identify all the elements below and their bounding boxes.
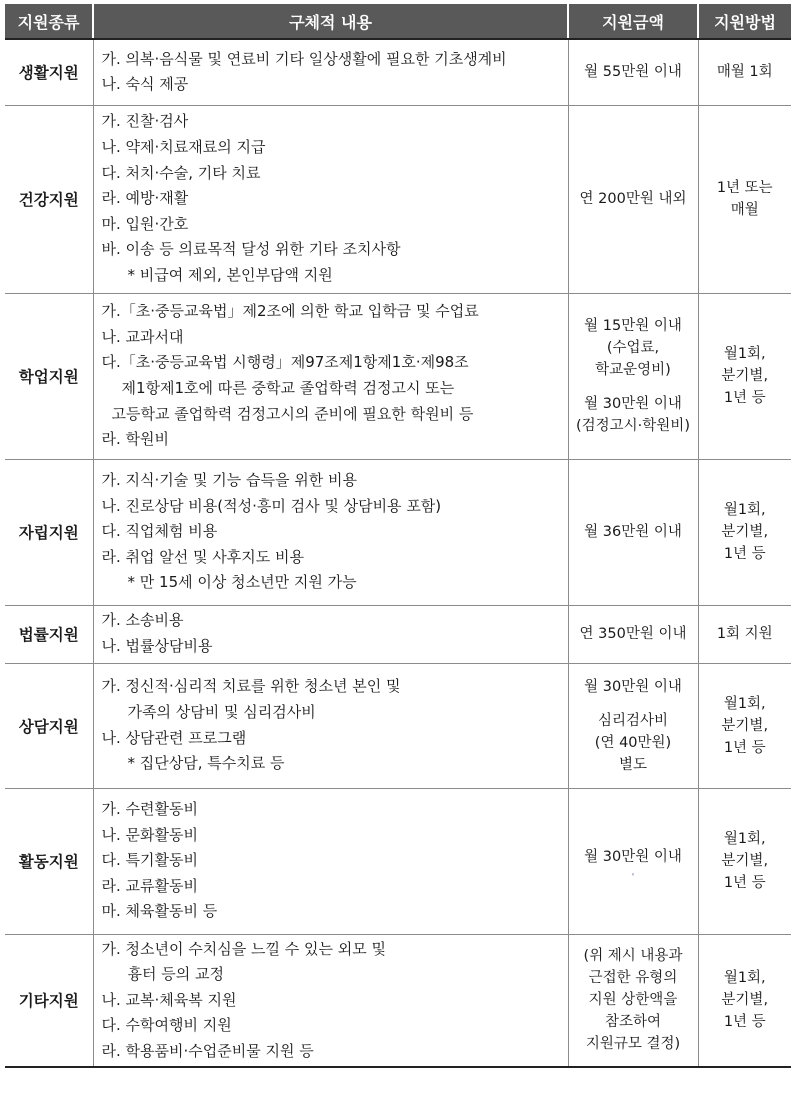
details-cell <box>93 459 568 605</box>
detail-line: 라. 교류활동비 <box>101 876 198 895</box>
detail-line: * 만 15세 이상 청소년만 지원 가능 <box>127 573 357 592</box>
method-line: 월1회, <box>723 970 766 987</box>
detail-line: 제1항제1호에 따른 중학교 졸업학력 검정고시 또는 <box>121 379 455 397</box>
method-cell <box>698 663 791 788</box>
detail-line: 라. 예방·재활 <box>101 189 189 208</box>
table-row <box>5 293 791 459</box>
method-line: 월1회, <box>723 346 766 362</box>
details-cell <box>93 605 568 663</box>
support-type-cell: 건강지원 <box>5 105 93 293</box>
method-line: 1년 등 <box>723 546 766 562</box>
method-line: 월1회, <box>723 831 766 847</box>
amount-cell <box>568 663 698 788</box>
amount-cell <box>568 788 698 934</box>
detail-line: 가. 수련활동비 <box>101 800 198 819</box>
detail-line: 나. 약제·치료재료의 지급 <box>101 138 266 157</box>
detail-line: 다. 직업체험 비용 <box>101 522 218 541</box>
table-row <box>5 39 791 105</box>
detail-line: 나. 상담관련 프로그램 <box>101 728 247 747</box>
detail-line: 라. 학원비 <box>101 430 169 449</box>
method-line: 분기별, <box>721 524 769 540</box>
method-line: 매월 <box>730 202 759 218</box>
support-type-cell: 생활지원 <box>5 39 93 105</box>
detail-line: 라. 취업 알선 및 사후지도 비용 <box>101 547 304 566</box>
table-body <box>5 39 791 1067</box>
detail-line: 나. 교과서대 <box>101 327 184 346</box>
method-line: 1회 지원 <box>716 626 773 642</box>
detail-line: 흉터 등의 교정 <box>127 965 224 984</box>
amount-cell <box>568 605 698 663</box>
table-row <box>5 605 791 663</box>
amount-line: 월 15만원 이내 <box>584 318 682 334</box>
detail-line: 가.「초·중등교육법」제2조에 의한 학교 입학금 및 수업료 <box>101 302 479 321</box>
method-line: 분기별, <box>721 992 769 1009</box>
amount-line: 월 55만원 이내 <box>584 64 682 81</box>
amount-line: 연 350만원 이내 <box>579 626 687 642</box>
method-line: 1년 등 <box>723 875 766 891</box>
method-cell <box>698 105 791 293</box>
detail-line: 가. 진찰·검사 <box>101 112 189 131</box>
amount-line: (수업료, <box>606 340 660 356</box>
detail-line: 가. 청소년이 수치심을 느낄 수 있는 외모 및 <box>101 939 386 958</box>
details-cell <box>93 293 568 459</box>
amount-line: 월 30만원 이내 <box>584 678 682 695</box>
details-cell <box>93 934 568 1067</box>
detail-line: 나. 교복·체육복 지원 <box>101 990 237 1009</box>
header-details: 구체적 내용 <box>93 4 568 39</box>
method-cell <box>698 934 791 1067</box>
detail-line: 다.「초·중등교육법 시행령」제97조제1항제1호·제98조 <box>101 353 469 372</box>
amount-line: 월 30만원 이내 <box>584 849 682 865</box>
header-support-type: 지원종류 <box>5 4 93 39</box>
amount-cell <box>568 293 698 459</box>
amount-cell <box>568 459 698 605</box>
header-method: 지원방법 <box>698 4 791 39</box>
method-line: 1년 등 <box>723 390 766 406</box>
support-type-cell: 기타지원 <box>5 934 93 1067</box>
method-line: 월1회, <box>723 502 766 518</box>
table-row <box>5 663 791 788</box>
detail-line: 다. 처치·수술, 기타 치료 <box>101 163 261 182</box>
amount-line: 심리검사비 <box>597 712 669 729</box>
method-line: 1년 또는 <box>716 180 773 196</box>
method-line: 분기별, <box>721 853 769 869</box>
method-line: 매월 1회 <box>716 64 773 81</box>
detail-line: 가. 정신적·심리적 치료를 위한 청소년 본인 및 <box>101 677 401 696</box>
method-cell <box>698 293 791 459</box>
details-cell <box>93 39 568 105</box>
detail-line: 라. 학용품비·수업준비물 지원 등 <box>101 1041 314 1060</box>
detail-line: 나. 법률상담비용 <box>101 637 213 655</box>
amount-line: 월 36만원 이내 <box>584 524 682 540</box>
detail-line: * 집단상담, 특수치료 등 <box>127 754 285 773</box>
amount-line: (검정고시·학원비) <box>576 418 690 434</box>
amount-line: 월 30만원 이내 <box>584 396 682 412</box>
method-line: 분기별, <box>721 368 769 384</box>
amount-line: 지원규모 결정) <box>585 1036 681 1053</box>
amount-line: 참조하여 <box>604 1014 662 1031</box>
method-line: 분기별, <box>721 717 769 734</box>
amount-line: 학교운영비) <box>595 362 671 378</box>
method-cell <box>698 605 791 663</box>
amount-cell <box>568 934 698 1067</box>
details-cell <box>93 788 568 934</box>
detail-line: 나. 숙식 제공 <box>101 75 189 94</box>
header-row <box>5 4 791 39</box>
detail-line: 가. 의복·음식물 및 연료비 기타 일상생활에 필요한 기초생계비 <box>101 49 507 68</box>
method-cell <box>698 788 791 934</box>
support-type-cell: 활동지원 <box>5 788 93 934</box>
amount-line: 근접한 유형의 <box>588 970 678 987</box>
table-row <box>5 105 791 293</box>
method-cell <box>698 39 791 105</box>
support-type-cell: 법률지원 <box>5 605 93 663</box>
table-row <box>5 459 791 605</box>
details-cell <box>93 663 568 788</box>
detail-line: * 비급여 제외, 본인부담액 지원 <box>127 265 333 284</box>
amount-cell <box>568 39 698 105</box>
detail-line: 마. 입원·간호 <box>101 214 189 233</box>
stray-mark: ˌ <box>631 867 635 877</box>
detail-line: 가. 소송비용 <box>101 611 184 630</box>
table-row <box>5 788 791 934</box>
method-line: 1년 등 <box>723 739 766 756</box>
amount-spacer <box>572 381 695 393</box>
detail-line: 나. 진로상담 비용(적성·흥미 검사 및 상담비용 포함) <box>101 496 442 515</box>
detail-line: 가. 지식·기술 및 기능 습득을 위한 비용 <box>101 471 357 490</box>
method-line: 1년 등 <box>723 1014 766 1031</box>
amount-line: 별도 <box>618 756 647 773</box>
detail-line: 고등학교 졸업학력 검정고시의 준비에 필요한 학원비 등 <box>111 404 474 423</box>
table-row <box>5 934 791 1067</box>
detail-line: 다. 특기활동비 <box>101 851 198 870</box>
support-type-cell: 학업지원 <box>5 293 93 459</box>
detail-line: 마. 체육활동비 등 <box>101 902 218 921</box>
detail-line: 가족의 상담비 및 심리검사비 <box>127 702 316 721</box>
support-table <box>5 4 791 1068</box>
amount-line: (위 제시 내용과 <box>583 948 683 965</box>
detail-line: 바. 이송 등 의료목적 달성 위한 기타 조치사항 <box>101 240 401 259</box>
details-cell <box>93 105 568 293</box>
support-type-cell: 상담지원 <box>5 663 93 788</box>
amount-spacer <box>572 698 695 710</box>
support-type-cell: 자립지원 <box>5 459 93 605</box>
detail-line: 나. 문화활동비 <box>101 825 198 844</box>
method-cell <box>698 459 791 605</box>
amount-cell <box>568 105 698 293</box>
detail-line: 다. 수학여행비 지원 <box>101 1016 232 1035</box>
method-line: 월1회, <box>723 695 766 712</box>
amount-line: 연 200만원 내외 <box>579 191 687 207</box>
amount-line: 지원 상한액을 <box>588 992 678 1009</box>
header-amount: 지원금액 <box>568 4 698 39</box>
amount-line: (연 40만원) <box>594 734 672 751</box>
